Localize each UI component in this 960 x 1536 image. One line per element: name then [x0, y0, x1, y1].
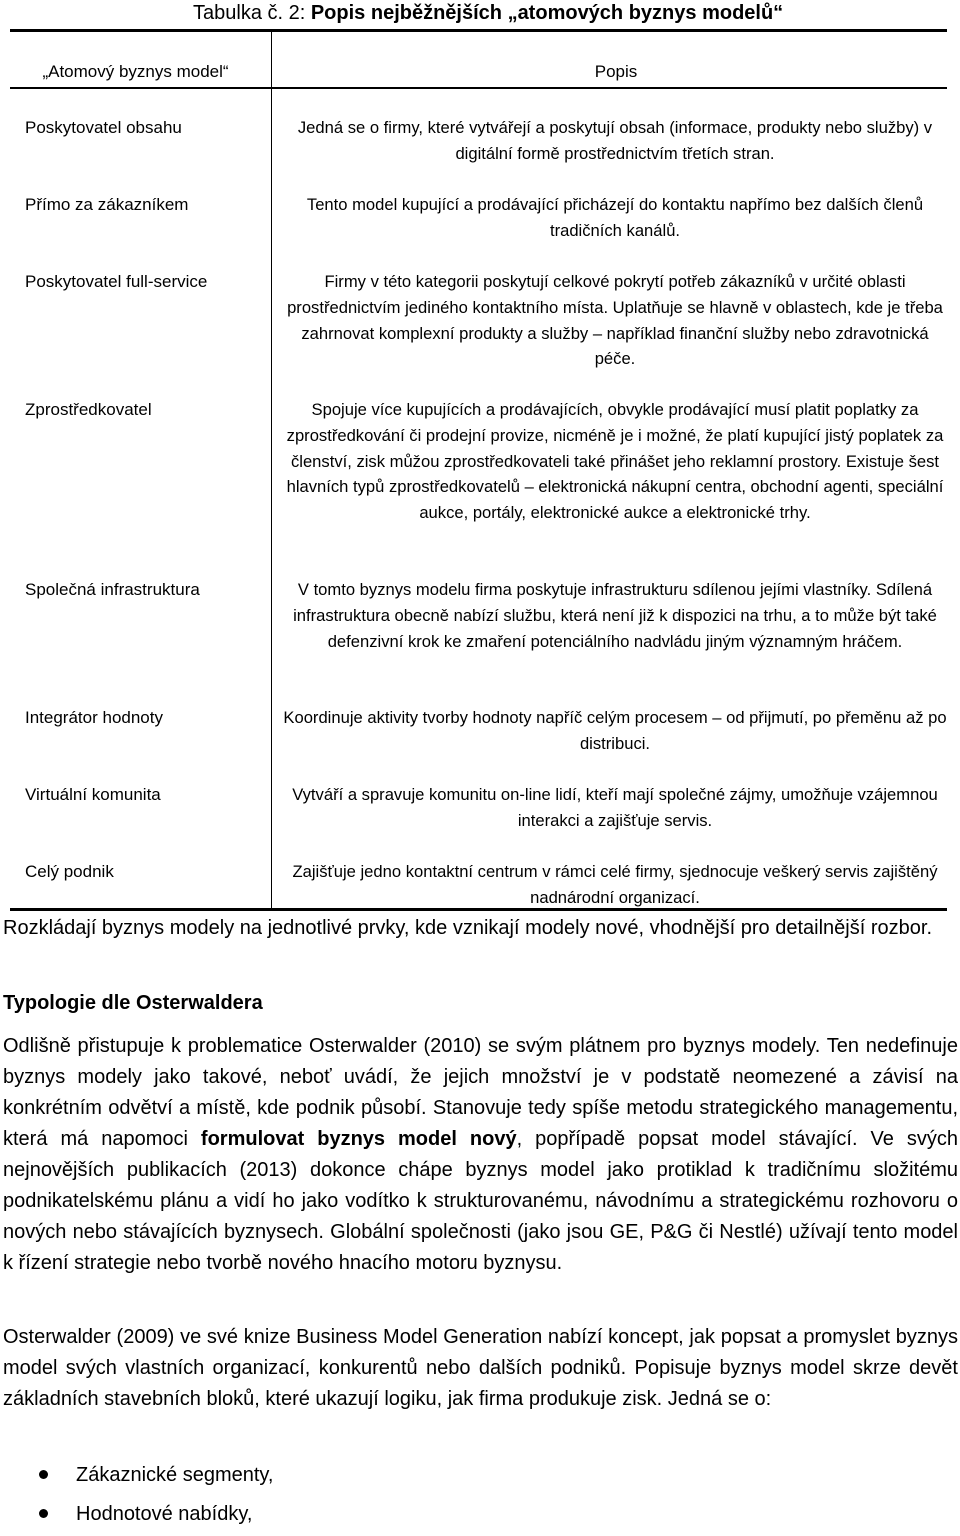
section-heading: Typologie dle Osterwaldera [3, 992, 263, 1014]
list-item [0, 1497, 960, 1536]
table-row-description: Zajišťuje jedno kontaktní centrum v rámci celé firmy, sjednocuje veškerý servis zajištěný nadnárodní organizací. [292, 862, 938, 907]
table-row-description: Vytváří a spravuje komunitu on-line lidí, kteří mají společné zájmy, umožňuje vzájemnou interakci a zajišťuje servis. [292, 785, 938, 830]
bullet-icon [39, 1509, 48, 1518]
paragraph-osterwalder-2010 [3, 1031, 958, 1279]
table-header-rule [10, 87, 947, 89]
table-row-description: Koordinuje aktivity tvorby hodnoty napříč celým procesem – od přijmutí, po přeměnu až po distribuci. [283, 708, 947, 753]
list-item-label: Hodnotové nabídky, [76, 1503, 253, 1525]
list-item-label: Zákaznické segmenty, [76, 1464, 274, 1486]
paragraph-text: , popřípadě popsat model stávající. Ve svých nejnovějších publikacích (2013) dokonce chápe byznys model jako protiklad k tradičnímu složitému podnikatelskému plánu a vidí ho jako vodítko k strukturovanému, návodnímu a strategickému rozhovoru o nových nebo stávajících byznysech. Globální společnosti (jako jsou GE, P&G či Nestlé) užívají tento model k řízení strategie nebo tvorbě nového hnacího motoru byznysu. [3, 1128, 958, 1274]
table-caption-prefix: Tabulka č. 2: [193, 2, 311, 24]
table-header-model: „Atomový byznys model“ [42, 62, 229, 81]
paragraph-emphasis: formulovat byznys model nový [200, 1128, 517, 1150]
intro-paragraph: Rozkládají byznys modely na jednotlivé prvky, kde vznikají modely nové, vhodnější pro detailnější rozbor. [3, 917, 932, 939]
list-item [0, 1458, 960, 1497]
table-header-description: Popis [594, 62, 638, 81]
table-row-model: Virtuální komunita [25, 785, 161, 804]
table-row-model: Poskytovatel obsahu [25, 118, 182, 137]
table-row-model: Zprostředkovatel [25, 400, 152, 419]
table-row-model: Celý podnik [25, 862, 114, 881]
table-row-model: Integrátor hodnoty [25, 708, 163, 727]
table-row-description: V tomto byznys modelu firma poskytuje infrastrukturu sdílenou jejími vlastníky. Sdílená infrastruktura obecně nabízí službu, která není již k dispozici na trhu, a to může být také defenzivní krok ke zmaření potenciálního nadvládu jiným významným hráčem. [293, 580, 937, 651]
paragraph-osterwalder-2009: Osterwalder (2009) ve své knize Business Model Generation nabízí koncept, jak popsat a promyslet byznys model svých vlastních organizací, konkurentů nebo dalších podniků. Popisuje byznys model skrze devět základních stavebních bloků, které ukazují logiku, jak firma produkuje zisk. Jedná se o: [3, 1326, 958, 1410]
bullet-icon [39, 1470, 48, 1479]
table-row-description: Jedná se o firmy, které vytvářejí a poskytují obsah (informace, produkty nebo služby) v digitální formě prostřednictvím třetích stran. [297, 118, 933, 163]
table-row-description: Spojuje více kupujících a prodávajících, obvykle prodávající musí platit poplatky za zprostředkování či prodejní provize, nicméně je i možné, že platí kupující jistý poplatek za členství, zisk můžou zprostředkovateli také přinášet jeho reklamní prostory. Existuje šest hlavních typů zprostředkovatelů – elektronická nákupní centra, obchodní agenti, speciální aukce, portály, elektronické aukce a elektronické trhy. [286, 400, 944, 523]
table-row-model: Společná infrastruktura [25, 580, 200, 599]
paragraph-text: Odlišně přistupuje k problematice Osterwalder (2010) se svým plátnem pro byznys modely. Ten nedefinuje byznys modely jako takové, neboť uvádí, že jejich množství je v podstatě neomezené a závisí na konkrétním odvětví a místě, kde podnik působí. Stanovuje tedy spíše metodu strategického managementu, která má napomoci [3, 1035, 958, 1150]
building-blocks-list [0, 1458, 960, 1536]
table-caption [193, 0, 953, 28]
table-row-model: Poskytovatel full-service [25, 272, 208, 291]
table-caption-title: Popis nejběžnějších „atomových byznys modelů“ [310, 2, 784, 24]
table-column-divider [271, 32, 272, 910]
table-row-model: Přímo za zákazníkem [25, 195, 189, 214]
table-row-description: Tento model kupující a prodávající přicházejí do kontaktu napřímo bez dalších členů tradičních kanálů. [306, 195, 924, 240]
table-row-description: Firmy v této kategorii poskytují celkové pokrytí potřeb zákazníků v určité oblasti prostřednictvím jediného kontaktního místa. Uplatňuje se hlavně v oblastech, kde je třeba zahrnovat komplexní produkty a služby – například finanční služby nebo zdravotnická péče. [287, 272, 943, 369]
table-top-rule [10, 29, 947, 32]
